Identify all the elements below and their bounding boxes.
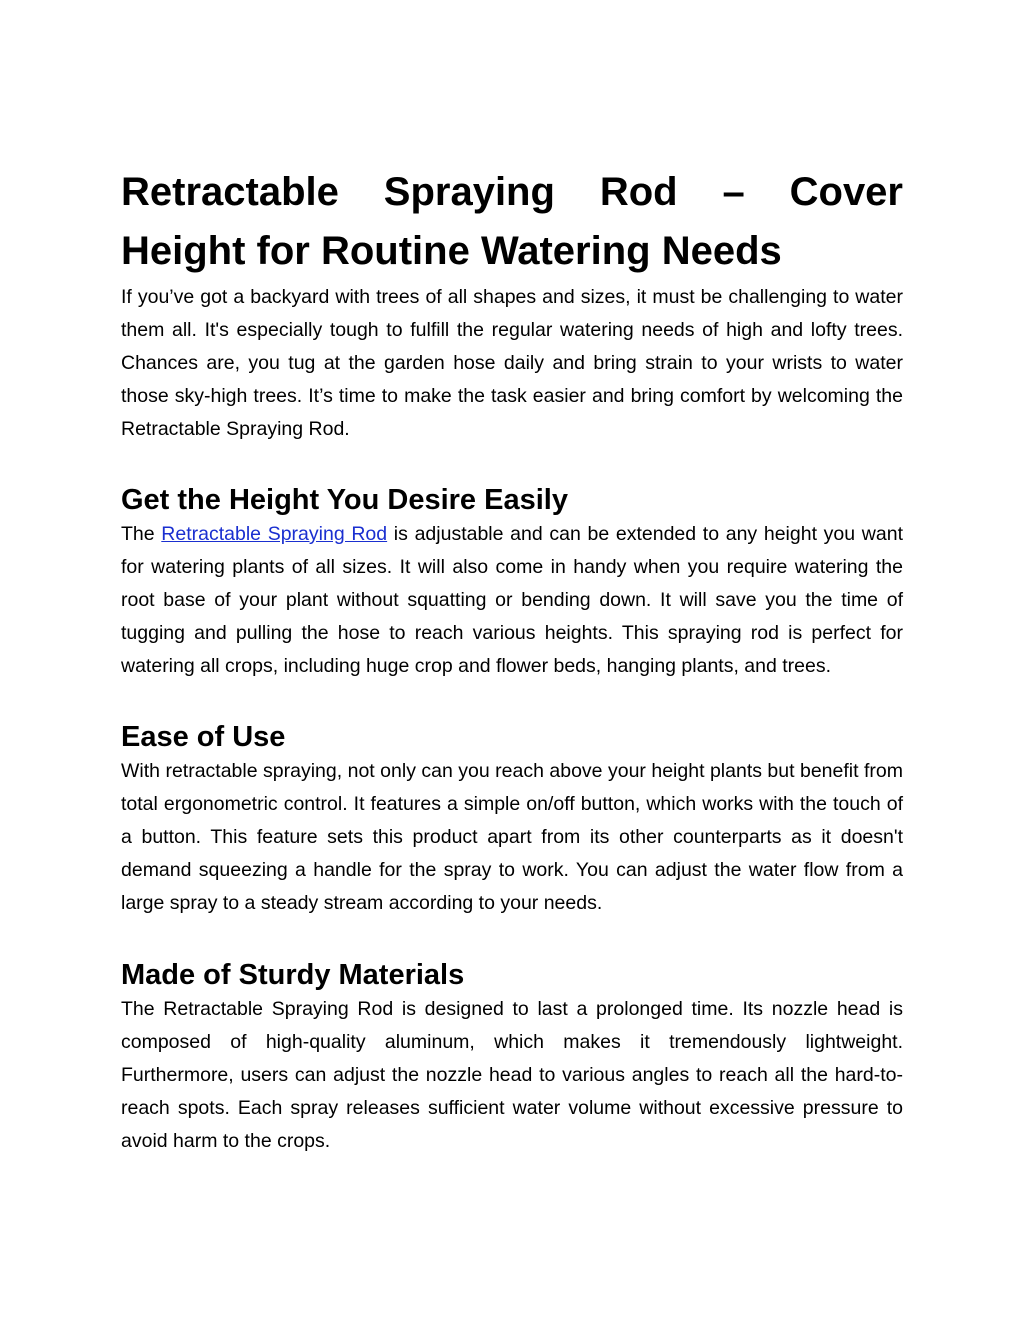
page-title-line-2: Height for Routine Watering Needs xyxy=(121,229,782,273)
document-page xyxy=(121,163,903,1158)
section-materials xyxy=(121,957,903,1158)
body-text-after-link: is adjustable and can be extended to any height you want for watering plants of all sizes. It will also come in handy when you require watering the root base of your plant without squatting or bending down. It will save you the time of tugging and pulling the hose to reach various heights. This spraying rod is perfect for watering all crops, including huge crop and flower beds, hanging plants, and trees. xyxy=(121,523,903,677)
section-heading-height: Get the Height You Desire Easily xyxy=(121,484,568,516)
section-height xyxy=(121,482,903,683)
page-title xyxy=(121,163,903,281)
section-body-height xyxy=(121,518,903,683)
section-ease-of-use xyxy=(121,719,903,920)
retractable-spraying-rod-link[interactable]: Retractable Spraying Rod xyxy=(161,523,388,545)
body-text-before-link: The xyxy=(121,523,162,545)
section-body-ease-of-use: With retractable spraying, not only can you reach above your height plants but benefit from total ergonometric control. It features a simple on/off button, which works with the touch of a button. This feature sets this product apart from its other counterparts as it doesn't demand squeezing a handle for the spray to work. You can adjust the water flow from a large spray to a steady stream according to your needs. xyxy=(121,760,903,914)
section-heading-ease-of-use: Ease of Use xyxy=(121,721,286,753)
intro-paragraph: If you’ve got a backyard with trees of all shapes and sizes, it must be challenging to water them all. It's especially tough to fulfill the regular watering needs of high and lofty trees. Chances are, you tug at the garden hose daily and bring strain to your wrists to water those sky-high trees. It’s time to make the task easier and bring comfort by welcoming the Retractable Spraying Rod. xyxy=(121,286,903,440)
page-title-line-1: Retractable Spraying Rod – Cover xyxy=(121,170,903,214)
section-body-materials: The Retractable Spraying Rod is designed to last a prolonged time. Its nozzle head is composed of high-quality aluminum, which makes it tremendously lightweight. Furthermore, users can adjust the nozzle head to various angles to reach all the hard-to-reach spots. Each spray releases sufficient water volume without excessive pressure to avoid harm to the crops. xyxy=(121,998,903,1152)
section-heading-materials: Made of Sturdy Materials xyxy=(121,959,465,991)
